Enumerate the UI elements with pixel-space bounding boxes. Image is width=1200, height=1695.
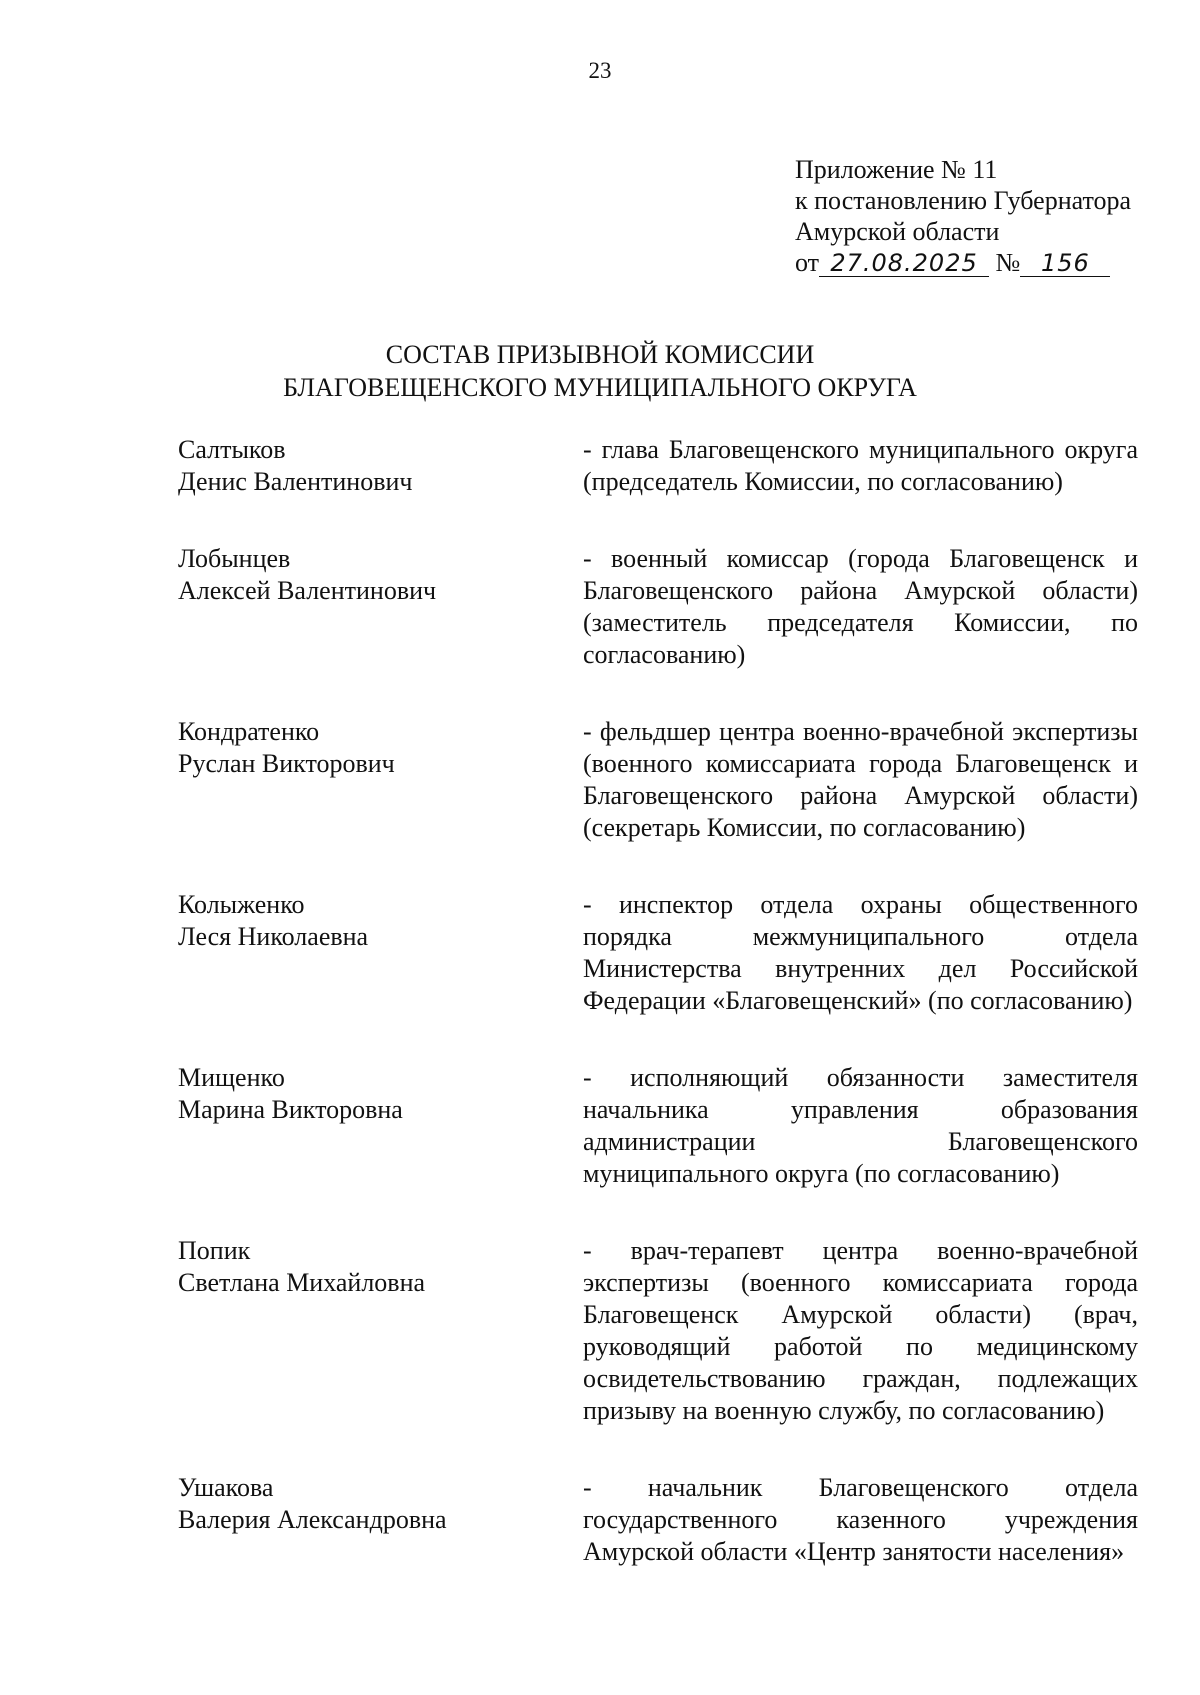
- member-surname: Колыженко: [178, 890, 305, 919]
- appendix-reference: к постановлению Губернатора: [795, 186, 1132, 215]
- member-duty: - исполняющий обязанности заместителя начальника управления образования администрации Благовещенского муниципального округа (по согласованию): [583, 1063, 1138, 1188]
- member-surname: Кондратенко: [178, 717, 320, 746]
- member-row: [178, 716, 1138, 844]
- member-duty: - фельдшер центра военно-врачебной экспертизы (военного комиссариата города Благовещенск и Благовещенского района Амурской области) (секретарь Комиссии, по согласованию): [583, 717, 1138, 842]
- member-surname: Попик: [178, 1236, 251, 1265]
- document-title: [0, 338, 1200, 404]
- member-name: [178, 1235, 583, 1427]
- appendix-title: Приложение № 11: [795, 155, 998, 184]
- member-given-names: Валерия Александровна: [178, 1505, 447, 1534]
- handwritten-date: 27.08.2025: [819, 250, 989, 277]
- member-surname: Лобынцев: [178, 544, 291, 573]
- member-given-names: Денис Валентинович: [178, 467, 413, 496]
- date-prefix: от: [795, 248, 820, 277]
- member-duty: - военный комиссар (города Благовещенск и Благовещенского района Амурской области) (заместитель председателя Комиссии, по согласованию): [583, 544, 1138, 669]
- member-duty: - инспектор отдела охраны общественного порядка межмуниципального отдела Министерства внутренних дел Российской Федерации «Благовещенский» (по согласованию): [583, 890, 1138, 1015]
- member-row: [178, 1235, 1138, 1427]
- member-name: [178, 716, 583, 844]
- member-surname: Мищенко: [178, 1063, 285, 1092]
- member-given-names: Леся Николаевна: [178, 922, 369, 951]
- appendix-region: Амурской области: [795, 217, 1000, 246]
- handwritten-number: 156: [1020, 250, 1110, 277]
- member-row: [178, 543, 1138, 671]
- member-row: [178, 889, 1138, 1017]
- member-duty: - начальник Благовещенского отдела государственного казенного учреждения Амурской области «Центр занятости населения»: [583, 1473, 1138, 1566]
- title-line-2: БЛАГОВЕЩЕНСКОГО МУНИЦИПАЛЬНОГО ОКРУГА: [283, 373, 917, 402]
- member-given-names: Руслан Викторович: [178, 749, 395, 778]
- member-row: [178, 434, 1138, 498]
- member-duty: - врач-терапевт центра военно-врачебной экспертизы (военного комиссариата города Благовещенск Амурской области) (врач, руководящий работой по медицинскому освидетельствованию граждан, подлежащих призыву на военную службу, по согласованию): [583, 1236, 1138, 1425]
- member-given-names: Алексей Валентинович: [178, 576, 437, 605]
- member-given-names: Марина Викторовна: [178, 1095, 403, 1124]
- commission-members-list: [178, 434, 1138, 1568]
- member-name: [178, 1062, 583, 1190]
- title-line-1: СОСТАВ ПРИЗЫВНОЙ КОМИССИИ: [385, 340, 815, 369]
- member-given-names: Светлана Михайловна: [178, 1268, 426, 1297]
- member-row: [178, 1472, 1138, 1568]
- member-name: [178, 1472, 583, 1568]
- member-surname: Салтыков: [178, 435, 286, 464]
- member-name: [178, 434, 583, 498]
- member-surname: Ушакова: [178, 1473, 274, 1502]
- member-duty: - глава Благовещенского муниципального округа (председатель Комиссии, по согласованию): [583, 435, 1138, 496]
- page-number: 23: [588, 58, 612, 83]
- member-row: [178, 1062, 1138, 1190]
- appendix-block: [795, 154, 1175, 278]
- appendix-date-line: [795, 247, 1175, 278]
- number-prefix: №: [995, 248, 1021, 277]
- member-name: [178, 543, 583, 671]
- member-name: [178, 889, 583, 1017]
